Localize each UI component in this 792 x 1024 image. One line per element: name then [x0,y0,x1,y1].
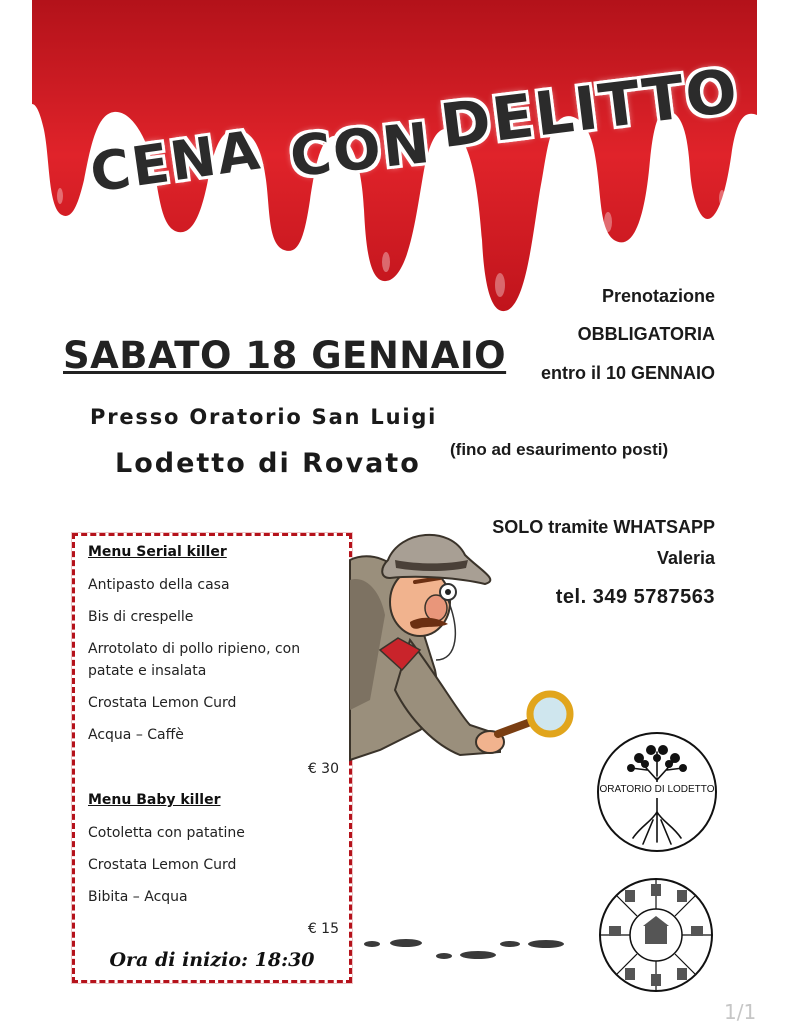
title-word-3: DELITTO [436,56,743,162]
footprints-icon [360,932,570,967]
title-word-1: CENA [86,118,266,205]
menu-item: Crostata Lemon Curd [88,857,237,873]
menu-item: Bibita – Acqua [88,889,188,905]
contact-method: SOLO tramite WHATSAPP [492,517,715,537]
menu-child-price: € 15 [307,921,339,937]
menu-child-title: Menu Baby killer [88,792,221,808]
menu-item: Arrotolato di pollo ripieno, con patate e insalata [88,641,301,679]
menu-item: Acqua – Caffè [88,727,184,743]
parish-unit-logo-icon [597,876,715,994]
detective-magnifier-icon [340,520,590,770]
start-time: Ora di inizio: 18:30 [109,949,315,971]
event-venue: Presso Oratorio San Luigi [90,405,438,429]
page-indicator: 1/1 [724,1000,757,1024]
menu-item: Crostata Lemon Curd [88,695,237,711]
menu-item: Cotoletta con patatine [88,825,245,841]
menu-adult-title: Menu Serial killer [88,544,227,560]
event-date: SABATO 18 GENNAIO [63,334,507,377]
contact-name: Valeria [656,548,715,568]
title-word-2: CON [286,110,435,191]
menu-adult-price: € 30 [307,761,339,777]
event-town: Lodetto di Rovato [115,448,421,479]
reservation-deadline: entro il 10 GENNAIO [540,363,715,383]
availability-note: (fino ad esaurimento posti) [450,440,669,459]
menu-box [72,533,352,983]
reservation-label: Prenotazione [601,286,715,306]
reservation-mandatory: OBBLIGATORIA [577,324,715,344]
oratorio-logo-text: ORATORIO DI LODETTO [599,784,715,795]
contact-phone: tel. 349 5787563 [555,586,715,608]
menu-item: Antipasto della casa [88,577,230,593]
event-title [80,56,743,212]
menu-item: Bis di crespelle [88,609,194,625]
